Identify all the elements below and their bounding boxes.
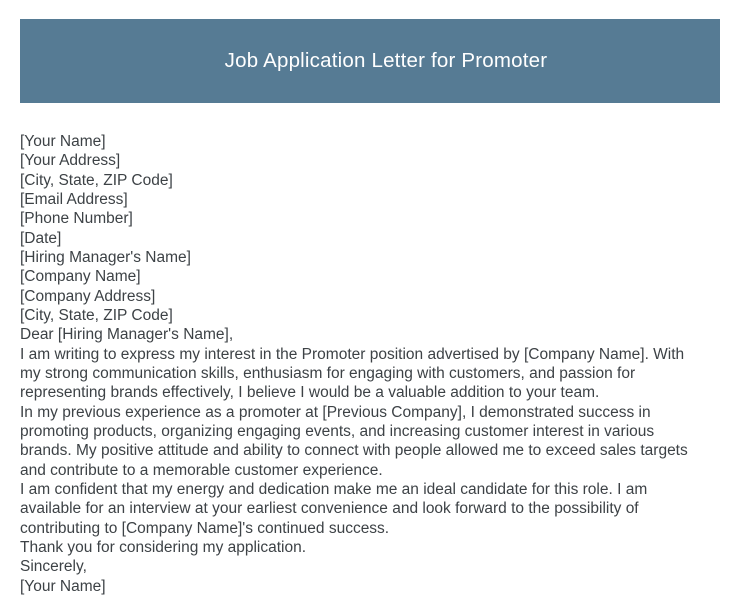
- letter-line: [Email Address]: [20, 190, 128, 208]
- letter-line: In my previous experience as a promoter at [Previous Company], I demonstrated success in: [20, 403, 651, 421]
- header-banner: [20, 19, 720, 103]
- letter-line: I am confident that my energy and dedication make me an ideal candidate for this role. I am: [20, 480, 648, 498]
- letter-line: representing brands effectively, I believe I would be a valuable addition to your team.: [20, 384, 600, 402]
- letter-line: [Your Name]: [20, 133, 106, 150]
- letter-line: I am writing to express my interest in the Promoter position advertised by [Company Name]. With: [20, 345, 685, 363]
- letter-line: brands. My positive attitude and ability to connect with people allowed me to exceed sales targets: [20, 442, 688, 460]
- letter-line: [City, State, ZIP Code]: [20, 171, 173, 189]
- letter-line: contributing to [Company Name]'s continued success.: [20, 519, 390, 537]
- letter-line: available for an interview at your earliest convenience and look forward to the possibility of: [20, 500, 639, 518]
- letter-line: my strong communication skills, enthusiasm for engaging with customers, and passion for: [20, 364, 636, 382]
- letter-line: [Your Address]: [20, 152, 121, 170]
- letter-line: [Date]: [20, 229, 62, 247]
- letter-line: promoting products, organizing engaging events, and increasing customer interest in various: [20, 422, 655, 440]
- letter-line: and contribute to a memorable customer experience.: [20, 461, 383, 479]
- letter-line: Thank you for considering my application.: [20, 538, 307, 556]
- page-title: Job Application Letter for Promoter: [224, 49, 548, 72]
- letter-line: Sincerely,: [20, 558, 87, 576]
- letter-line: [Company Address]: [20, 287, 156, 305]
- letter-line: [Hiring Manager's Name]: [20, 248, 191, 266]
- letter-line: Dear [Hiring Manager's Name],: [20, 326, 234, 344]
- letter-line: [Phone Number]: [20, 210, 133, 228]
- letter-body: [20, 132, 730, 596]
- letter-line: [Company Name]: [20, 268, 141, 286]
- letter-line: [City, State, ZIP Code]: [20, 306, 173, 324]
- letter-line: [Your Name]: [20, 577, 106, 595]
